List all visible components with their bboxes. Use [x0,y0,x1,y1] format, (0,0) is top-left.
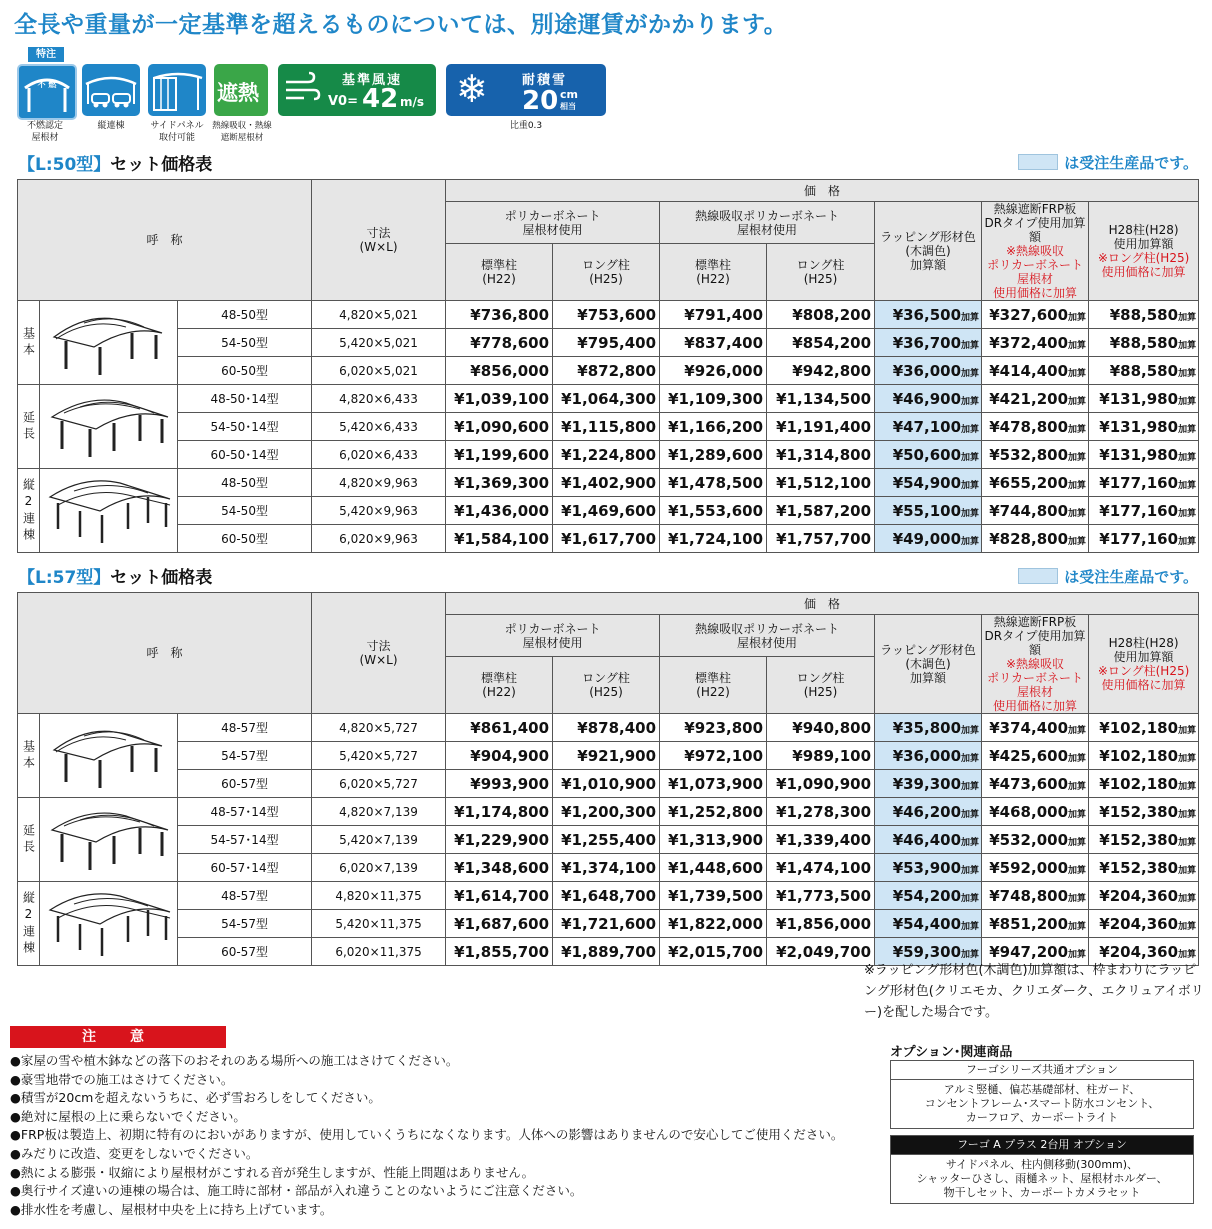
price-cell: ¥1,134,500 [767,385,875,413]
caution-item: ●豪雪地帯での施工はさけてください。 [10,1071,234,1087]
caution-item: ●排水性を考慮し、屋根材中央を上に持ち上げています。 [10,1201,333,1217]
price-cell: ¥1,348,600 [446,854,553,882]
add-wrap-cell: ¥46,900加算 [875,385,982,413]
price-cell: ¥1,436,000 [446,497,553,525]
price-cell: ¥989,100 [767,742,875,770]
carport-illustration [40,385,178,469]
price-cell: ¥1,757,700 [767,525,875,553]
price-cell: ¥1,822,000 [660,910,767,938]
dimension: 6,020×9,963 [312,525,446,553]
table-row [18,770,1199,798]
caution-item: ●家屋の雪や植木鉢などの落下のおそれのある場所への施工はさけてください。 [10,1053,459,1068]
price-cell: ¥942,800 [767,357,875,385]
price-cell: ¥1,402,900 [553,469,660,497]
price-cell: ¥1,448,600 [660,854,767,882]
model-name: 60-57型 [178,938,312,966]
table-row [18,441,1199,469]
model-name: 54-50型 [178,497,312,525]
caution-item: ●みだりに改造、変更をしないでください。 [10,1145,259,1161]
price-cell: ¥1,553,600 [660,497,767,525]
add-wrap-cell: ¥36,000加算 [875,742,982,770]
price-cell: ¥921,900 [553,742,660,770]
dimension: 5,420×5,727 [312,742,446,770]
table-row [18,798,1199,826]
add-frp-cell: ¥851,200加算 [982,910,1089,938]
tokuchu-badge: 特注 [28,47,64,62]
dimension: 5,420×11,375 [312,910,446,938]
dimension: 5,420×5,021 [312,329,446,357]
table2-title: 【L:57型】セット価格表 [18,568,213,588]
price-cell: ¥1,090,900 [767,770,875,798]
table2-legend: は受注生産品です。 [1018,566,1198,587]
model-name: 60-57･14型 [178,854,312,882]
price-cell: ¥2,049,700 [767,938,875,966]
price-cell: ¥795,400 [553,329,660,357]
price-table-l57 [17,592,1199,966]
add-h28-cell: ¥102,180加算 [1089,714,1199,742]
dimension: 4,820×9,963 [312,469,446,497]
price-cell: ¥1,289,600 [660,441,767,469]
icon-caption-nonflammable: 不燃認定 屋根材 [26,121,63,143]
add-frp-cell: ¥748,800加算 [982,882,1089,910]
header-dim: 寸法 (W×L) [312,180,446,301]
price-cell: ¥1,314,800 [767,441,875,469]
add-h28-cell: ¥177,160加算 [1089,497,1199,525]
dimension: 6,020×5,727 [312,770,446,798]
add-wrap-cell: ¥54,900加算 [875,469,982,497]
caution-title: 注 意 [10,1026,226,1048]
price-cell: ¥753,600 [553,301,660,329]
headline: 全長や重量が一定基準を超えるものについては、別途運賃がかかります。 [14,12,788,38]
caution-item: ●絶対に屋根の上に乗らないでください。 [10,1108,246,1124]
options-title: オプション･関連商品 [890,1045,1013,1060]
model-name: 48-57･14型 [178,798,312,826]
add-h28-cell: ¥177,160加算 [1089,525,1199,553]
header-frp: 熱線遮断FRP板 DRタイプ使用加算額 ※熱線吸収 ポリカーボネート屋根材 使用価格に加算 [982,615,1089,714]
price-cell: ¥791,400 [660,301,767,329]
price-cell: ¥993,900 [446,770,553,798]
table1-legend: は受注生産品です。 [1018,152,1198,173]
add-frp-cell: ¥372,400加算 [982,329,1089,357]
options-box-2car [890,1135,1194,1204]
dimension: 6,020×7,139 [312,854,446,882]
group-label: 延長 [18,798,40,882]
model-name: 54-50型 [178,329,312,357]
add-frp-cell: ¥468,000加算 [982,798,1089,826]
caution-item: ●FRP板は製造上、初期に特有のにおいがありますが、使用していくうちになくなります。人体への影響はありませんので安心してご使用ください。 [10,1127,844,1143]
model-name: 48-50･14型 [178,385,312,413]
table-row [18,357,1199,385]
table1-title: 【L:50型】セット価格表 [18,155,213,175]
price-cell: ¥808,200 [767,301,875,329]
price-cell: ¥1,478,500 [660,469,767,497]
price-table-l50 [17,179,1199,553]
price-cell: ¥1,224,800 [553,441,660,469]
price-cell: ¥1,278,300 [767,798,875,826]
add-h28-cell: ¥204,360加算 [1089,882,1199,910]
price-cell: ¥926,000 [660,357,767,385]
price-cell: ¥1,614,700 [446,882,553,910]
header-price: 価 格 [446,180,1199,202]
price-cell: ¥878,400 [553,714,660,742]
model-name: 48-50型 [178,469,312,497]
price-cell: ¥1,512,100 [767,469,875,497]
side-panel-icon [148,64,206,116]
add-wrap-cell: ¥55,100加算 [875,497,982,525]
add-h28-cell: ¥88,580加算 [1089,301,1199,329]
add-wrap-cell: ¥59,300加算 [875,938,982,966]
price-cell: ¥1,255,400 [553,826,660,854]
carport-illustration [40,301,178,385]
price-cell: ¥904,900 [446,742,553,770]
price-cell: ¥1,773,500 [767,882,875,910]
carport-illustration [40,798,178,882]
price-cell: ¥1,174,800 [446,798,553,826]
price-cell: ¥837,400 [660,329,767,357]
price-cell: ¥1,313,900 [660,826,767,854]
price-cell: ¥1,587,200 [767,497,875,525]
header-price: 価 格 [446,593,1199,615]
price-cell: ¥1,200,300 [553,798,660,826]
add-h28-cell: ¥152,380加算 [1089,798,1199,826]
price-cell: ¥1,889,700 [553,938,660,966]
price-cell: ¥1,369,300 [446,469,553,497]
add-wrap-cell: ¥50,600加算 [875,441,982,469]
wrapping-note: ※ラッピング形材色(木調色)加算額は、枠まわりにラッピング形材色(クリエモカ、クリエダーク、エクリュアイボリー)を配した場合です。 [864,963,1204,1020]
add-h28-cell: ¥88,580加算 [1089,357,1199,385]
add-frp-cell: ¥592,000加算 [982,854,1089,882]
price-cell: ¥1,374,100 [553,854,660,882]
price-cell: ¥856,000 [446,357,553,385]
header-std-heat: 標準柱 (H22) [660,244,767,301]
add-wrap-cell: ¥35,800加算 [875,714,982,742]
price-cell: ¥736,800 [446,301,553,329]
dimension: 6,020×5,021 [312,357,446,385]
model-name: 54-57型 [178,910,312,938]
add-frp-cell: ¥478,800加算 [982,413,1089,441]
add-h28-cell: ¥177,160加算 [1089,469,1199,497]
header-wrap: ラッピング形材色 (木調色) 加算額 [875,202,982,301]
dimension: 4,820×11,375 [312,882,446,910]
header-long-pc: ロング柱 (H25) [553,244,660,301]
options-box-common [890,1060,1194,1129]
add-h28-cell: ¥102,180加算 [1089,770,1199,798]
nonflammable-roof-icon [17,64,77,120]
snow-note: 比重0.3 [509,121,543,131]
icon-caption-side-panel: サイドパネル 取付可能 [150,121,204,143]
add-wrap-cell: ¥47,100加算 [875,413,982,441]
add-h28-cell: ¥88,580加算 [1089,329,1199,357]
table-row [18,385,1199,413]
tandem-carport-icon [82,64,140,116]
add-wrap-cell: ¥36,000加算 [875,357,982,385]
icon-caption-heat: 熱線吸収・熱線 遮断屋根材 [212,121,272,143]
price-cell: ¥1,584,100 [446,525,553,553]
add-frp-cell: ¥744,800加算 [982,497,1089,525]
price-cell: ¥1,166,200 [660,413,767,441]
price-cell: ¥1,724,100 [660,525,767,553]
header-long-heat: ロング柱 (H25) [767,244,875,301]
dimension: 5,420×6,433 [312,413,446,441]
model-name: 54-57･14型 [178,826,312,854]
options-2car-body: サイドパネル、柱内側移動(300mm)、 シャッターひさし、雨樋ネット、屋根材ホルダー、 物干しセット、カーポートカメラセット [916,1158,1168,1199]
header-name: 呼 称 [18,593,312,714]
header-std-pc: 標準柱 (H22) [446,244,553,301]
header-std-heat: 標準柱 (H22) [660,657,767,714]
options-2car-head: フーゴ A プラス 2台用 オプション [891,1136,1193,1155]
price-cell: ¥923,800 [660,714,767,742]
model-name: 60-57型 [178,770,312,798]
price-cell: ¥1,721,600 [553,910,660,938]
carport-illustration [40,714,178,798]
add-frp-cell: ¥532,000加算 [982,826,1089,854]
add-h28-cell: ¥204,360加算 [1089,910,1199,938]
header-heat-pc: 熱線吸収ポリカーボネート 屋根材使用 [660,202,875,244]
model-name: 54-50･14型 [178,413,312,441]
table-row [18,826,1199,854]
price-cell: ¥940,800 [767,714,875,742]
carport-illustration [40,469,178,553]
price-cell: ¥861,400 [446,714,553,742]
header-h28: H28柱(H28) 使用加算額 ※ロング柱(H25) 使用価格に加算 [1089,202,1199,301]
add-h28-cell: ¥131,980加算 [1089,385,1199,413]
dimension: 4,820×6,433 [312,385,446,413]
dimension: 4,820×5,021 [312,301,446,329]
group-label: 縦2連棟 [18,882,40,966]
add-frp-cell: ¥374,400加算 [982,714,1089,742]
group-label: 延長 [18,385,40,469]
carport-illustration [40,882,178,966]
price-cell: ¥872,800 [553,357,660,385]
model-name: 60-50型 [178,525,312,553]
price-cell: ¥1,199,600 [446,441,553,469]
add-frp-cell: ¥425,600加算 [982,742,1089,770]
price-cell: ¥1,229,900 [446,826,553,854]
price-cell: ¥1,855,700 [446,938,553,966]
price-cell: ¥1,115,800 [553,413,660,441]
price-cell: ¥1,617,700 [553,525,660,553]
add-frp-cell: ¥532,800加算 [982,441,1089,469]
price-cell: ¥1,073,900 [660,770,767,798]
header-h28: H28柱(H28) 使用加算額 ※ロング柱(H25) 使用価格に加算 [1089,615,1199,714]
model-name: 60-50型 [178,357,312,385]
table-row [18,742,1199,770]
add-wrap-cell: ¥46,400加算 [875,826,982,854]
table-row [18,497,1199,525]
add-wrap-cell: ¥46,200加算 [875,798,982,826]
header-long-pc: ロング柱 (H25) [553,657,660,714]
price-cell: ¥972,100 [660,742,767,770]
add-wrap-cell: ¥49,000加算 [875,525,982,553]
add-frp-cell: ¥828,800加算 [982,525,1089,553]
dimension: 5,420×9,963 [312,497,446,525]
dimension: 4,820×7,139 [312,798,446,826]
price-cell: ¥1,191,400 [767,413,875,441]
add-wrap-cell: ¥54,200加算 [875,882,982,910]
add-h28-cell: ¥152,380加算 [1089,826,1199,854]
add-wrap-cell: ¥36,700加算 [875,329,982,357]
add-wrap-cell: ¥54,400加算 [875,910,982,938]
header-std-pc: 標準柱 (H22) [446,657,553,714]
table-row [18,714,1199,742]
table-row [18,882,1199,910]
group-label: 基本 [18,714,40,798]
header-pc: ポリカーボネート 屋根材使用 [446,615,660,657]
price-cell: ¥1,339,400 [767,826,875,854]
table-row [18,329,1199,357]
dimension: 6,020×6,433 [312,441,446,469]
header-frp: 熱線遮断FRP板 DRタイプ使用加算額 ※熱線吸収 ポリカーボネート屋根材 使用価格に加算 [982,202,1089,301]
add-wrap-cell: ¥36,500加算 [875,301,982,329]
price-cell: ¥1,739,500 [660,882,767,910]
model-name: 54-57型 [178,742,312,770]
price-cell: ¥1,010,900 [553,770,660,798]
header-dim: 寸法 (W×L) [312,593,446,714]
caution-item: ●奥行サイズ違いの連棟の場合は、施工時に部材・部品が入れ違うことのないようにご注意ください。 [10,1183,583,1199]
caution-item: ●積雪が20cmを超えないうちに、必ず雪おろしをしてください。 [10,1090,381,1106]
price-cell: ¥2,015,700 [660,938,767,966]
wind-speed-badge: 基準風速 V0= 42 m/s [278,64,436,116]
add-h28-cell: ¥131,980加算 [1089,413,1199,441]
made-to-order-swatch [1018,154,1058,170]
price-cell: ¥1,252,800 [660,798,767,826]
header-heat-pc: 熱線吸収ポリカーボネート 屋根材使用 [660,615,875,657]
options-common-head: フーゴシリーズ共通オプション [891,1061,1193,1080]
add-wrap-cell: ¥39,300加算 [875,770,982,798]
price-cell: ¥1,109,300 [660,385,767,413]
funen-mark: 不 燃 [37,80,57,89]
add-h28-cell: ¥204,360加算 [1089,938,1199,966]
add-frp-cell: ¥421,200加算 [982,385,1089,413]
add-frp-cell: ¥655,200加算 [982,469,1089,497]
table-row [18,525,1199,553]
model-name: 48-50型 [178,301,312,329]
price-cell: ¥1,090,600 [446,413,553,441]
price-cell: ¥1,064,300 [553,385,660,413]
price-cell: ¥778,600 [446,329,553,357]
price-cell: ¥1,687,600 [446,910,553,938]
table-row [18,301,1199,329]
snow-load-badge: ❄ 耐積雪 20 cm 相当 [446,64,606,116]
price-cell: ¥1,469,600 [553,497,660,525]
group-label: 縦2連棟 [18,469,40,553]
add-frp-cell: ¥414,400加算 [982,357,1089,385]
model-name: 48-57型 [178,714,312,742]
group-label: 基本 [18,301,40,385]
add-h28-cell: ¥152,380加算 [1089,854,1199,882]
add-h28-cell: ¥102,180加算 [1089,742,1199,770]
price-cell: ¥1,039,100 [446,385,553,413]
dimension: 6,020×11,375 [312,938,446,966]
table-row [18,910,1199,938]
options-common-body: アルミ竪樋、偏芯基礎部材、柱ガード、 コンセントフレーム･スマート防水コンセント、 カーフロア、カーポートライト [924,1083,1160,1124]
table-row [18,854,1199,882]
icon-caption-tandem: 縦連棟 [97,121,125,131]
header-long-heat: ロング柱 (H25) [767,657,875,714]
header-pc: ポリカーボネート 屋根材使用 [446,202,660,244]
snowflake-icon: ❄ [456,67,488,111]
table-row [18,469,1199,497]
add-wrap-cell: ¥53,900加算 [875,854,982,882]
table-row [18,413,1199,441]
model-name: 48-57型 [178,882,312,910]
heat-shield-icon: 遮熱 [214,64,268,116]
model-name: 60-50･14型 [178,441,312,469]
add-frp-cell: ¥327,600加算 [982,301,1089,329]
caution-item: ●熱による膨張・収縮により屋根材がこすれる音が発生しますが、性能上問題はありません。 [10,1164,535,1180]
price-cell: ¥1,856,000 [767,910,875,938]
caution-list [10,1052,843,1219]
price-cell: ¥1,648,700 [553,882,660,910]
header-wrap: ラッピング形材色 (木調色) 加算額 [875,615,982,714]
dimension: 5,420×7,139 [312,826,446,854]
header-name: 呼 称 [18,180,312,301]
price-cell: ¥854,200 [767,329,875,357]
dimension: 4,820×5,727 [312,714,446,742]
add-frp-cell: ¥473,600加算 [982,770,1089,798]
price-cell: ¥1,474,100 [767,854,875,882]
add-h28-cell: ¥131,980加算 [1089,441,1199,469]
made-to-order-swatch [1018,568,1058,584]
add-frp-cell: ¥947,200加算 [982,938,1089,966]
